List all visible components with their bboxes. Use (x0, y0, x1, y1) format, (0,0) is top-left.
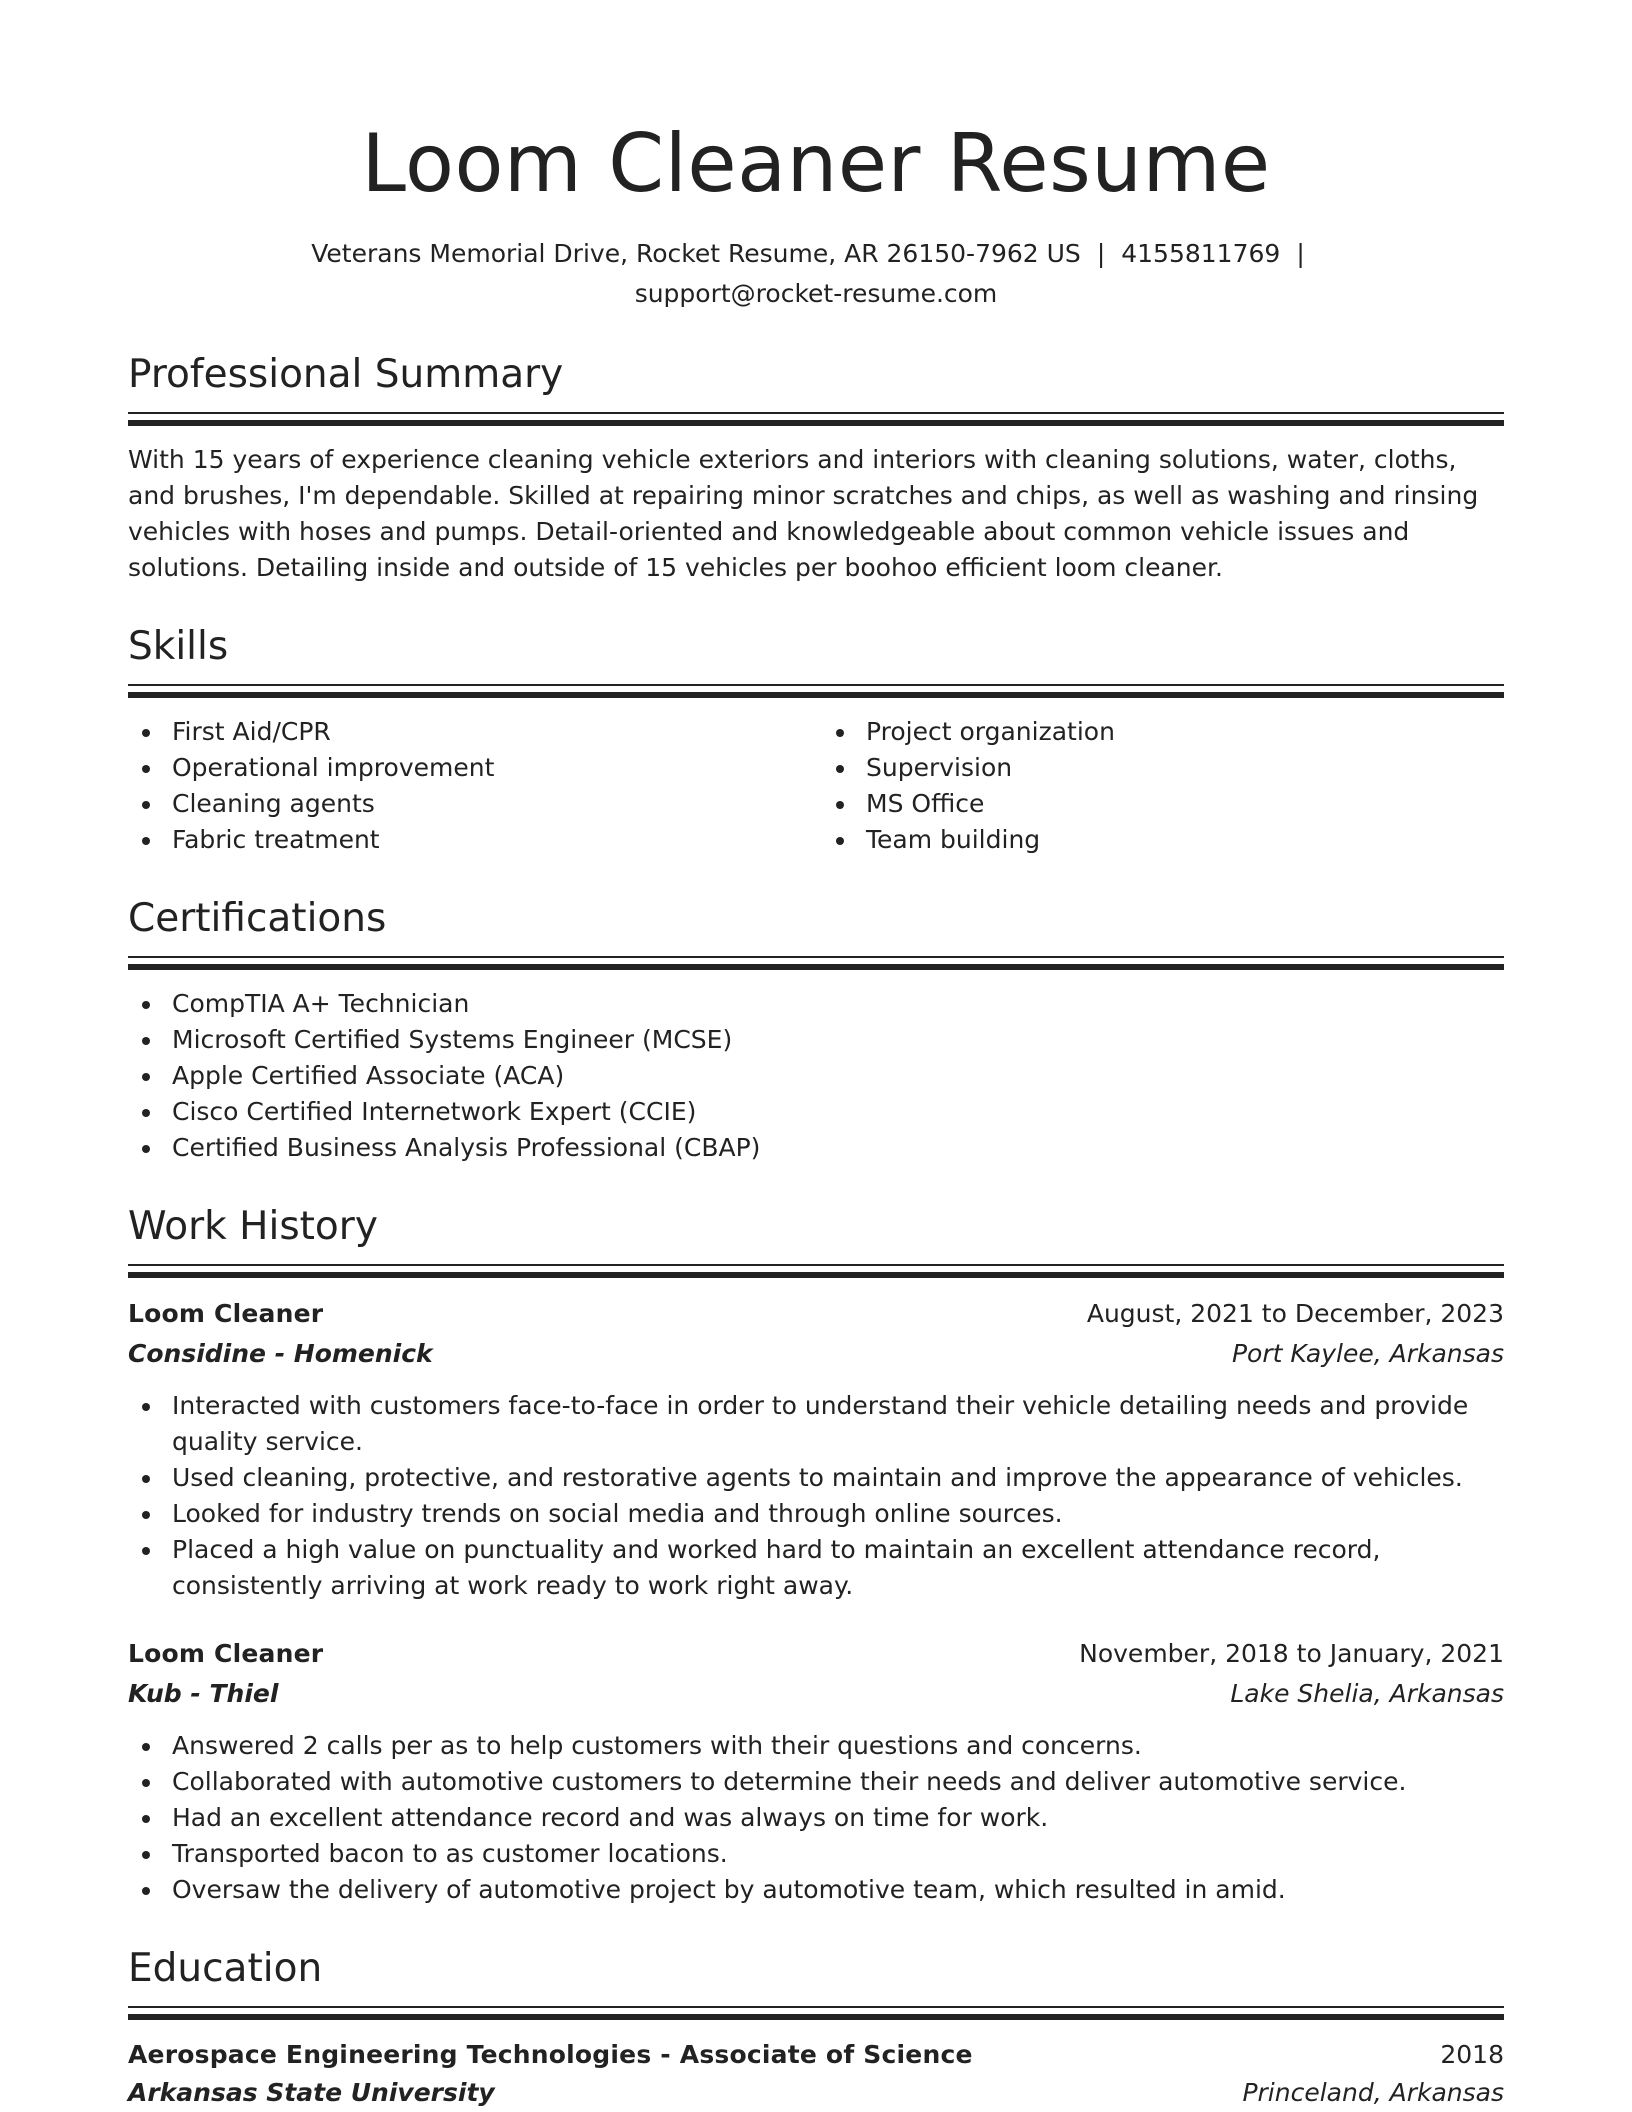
certifications-heading: Certifications (128, 896, 387, 941)
education-degree-row (128, 2036, 1504, 2074)
education-section (128, 1944, 1504, 2112)
job-company: Kub - Thiel (128, 1679, 279, 1708)
job-duty: Used cleaning, protective, and restorative agents to maintain and improve the appearance of vehicles. (128, 1460, 1504, 1496)
section-divider (128, 1264, 1504, 1278)
job-duty: Looked for industry trends on social media and through online sources. (128, 1496, 1504, 1532)
job-entry (128, 1294, 1504, 1604)
job-duty: Collaborated with automotive customers to determine their needs and deliver automotive service. (128, 1764, 1504, 1800)
summary-section (128, 350, 1504, 586)
section-divider (128, 412, 1504, 426)
certifications-list (128, 986, 1504, 1166)
job-dates: November, 2018 to January, 2021 (1079, 1639, 1504, 1668)
certifications-section (128, 894, 1504, 1166)
job-employer-row (128, 1334, 1504, 1374)
education-school-row (128, 2074, 1504, 2112)
job-title: Loom Cleaner (128, 1639, 324, 1668)
job-duty: Interacted with customers face-to-face in order to understand their vehicle detailing needs and provide quality service. (128, 1388, 1504, 1460)
resume-title: Loom Cleaner Resume (361, 117, 1271, 210)
contact-line-2 (128, 274, 1504, 314)
skill-item: Team building (822, 822, 1504, 858)
section-divider (128, 956, 1504, 970)
education-school: Arkansas State University (128, 2078, 495, 2107)
contact-separator: | (1096, 239, 1106, 268)
contact-phone: 4155811769 (1121, 239, 1281, 268)
job-location: Port Kaylee, Arkansas (1231, 1339, 1504, 1368)
certification-item: Cisco Certified Internetwork Expert (CCIE) (128, 1094, 1504, 1130)
job-duty: Answered 2 calls per as to help customers with their questions and concerns. (128, 1728, 1504, 1764)
job-entry (128, 1634, 1504, 1908)
skill-item: Supervision (822, 750, 1504, 786)
section-divider (128, 684, 1504, 698)
job-duties (128, 1728, 1504, 1908)
skill-item: MS Office (822, 786, 1504, 822)
education-heading: Education (128, 1946, 323, 1991)
summary-heading: Professional Summary (128, 352, 564, 397)
job-duty: Had an excellent attendance record and was always on time for work. (128, 1800, 1504, 1836)
skill-item: Operational improvement (128, 750, 810, 786)
work-history-section (128, 1202, 1504, 1908)
contact-line-1 (128, 234, 1504, 274)
job-duties (128, 1388, 1504, 1604)
job-title: Loom Cleaner (128, 1299, 324, 1328)
contact-info (128, 234, 1504, 314)
skill-item: First Aid/CPR (128, 714, 810, 750)
job-duty: Transported bacon to as customer locations. (128, 1836, 1504, 1872)
certification-item: CompTIA A+ Technician (128, 986, 1504, 1022)
job-duty: Placed a high value on punctuality and worked hard to maintain an excellent attendance record, consistently arriving at work ready to work right away. (128, 1532, 1504, 1604)
contact-separator: | (1296, 239, 1305, 268)
education-year: 2018 (1440, 2040, 1504, 2069)
skills-section (128, 622, 1504, 858)
job-header (128, 1294, 1504, 1334)
job-employer-row (128, 1674, 1504, 1714)
skill-item: Cleaning agents (128, 786, 810, 822)
certification-item: Apple Certified Associate (ACA) (128, 1058, 1504, 1094)
skill-item: Fabric treatment (128, 822, 810, 858)
summary-text: With 15 years of experience cleaning vehicle exteriors and interiors with cleaning solutions, water, cloths, and brushes, I'm dependable. Skilled at repairing minor scratches and chips, as well as washing and rinsing vehicles with hoses and pumps. Detail-oriented and knowledgeable about common vehicle issues and solutions. Detailing inside and outside of 15 vehicles per boohoo efficient loom cleaner. (128, 445, 1479, 582)
contact-address: Veterans Memorial Drive, Rocket Resume, AR 26150-7962 US (311, 239, 1081, 268)
job-header (128, 1634, 1504, 1674)
skill-item: Project organization (822, 714, 1504, 750)
skills-list (128, 714, 1504, 858)
contact-email: support@rocket-resume.com (634, 279, 998, 308)
skills-column-right (822, 714, 1504, 858)
section-divider (128, 2006, 1504, 2020)
skills-heading: Skills (128, 624, 229, 669)
job-company: Considine - Homenick (128, 1339, 433, 1368)
education-location: Princeland, Arkansas (1242, 2078, 1504, 2107)
education-degree: Aerospace Engineering Technologies - Associate of Science (128, 2040, 973, 2069)
skills-column-left (128, 714, 810, 858)
job-duty: Oversaw the delivery of automotive project by automotive team, which resulted in amid. (128, 1872, 1504, 1908)
work-history-heading: Work History (128, 1204, 378, 1249)
certification-item: Microsoft Certified Systems Engineer (MCSE) (128, 1022, 1504, 1058)
job-dates: August, 2021 to December, 2023 (1086, 1299, 1504, 1328)
job-location: Lake Shelia, Arkansas (1230, 1679, 1504, 1708)
certification-item: Certified Business Analysis Professional (CBAP) (128, 1130, 1504, 1166)
